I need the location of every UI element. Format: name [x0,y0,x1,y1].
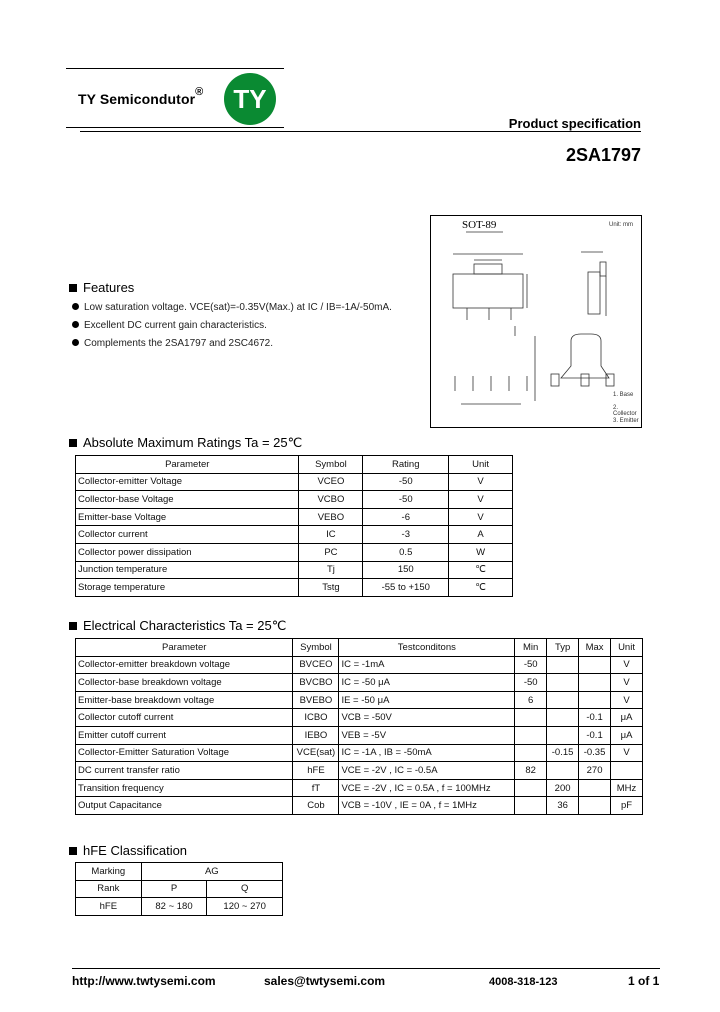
table-row [76,691,643,709]
header-cell: Symbol [293,639,339,657]
table-cell: VCB = -10V , IE = 0A , f = 1MHz [339,797,515,815]
table-cell: 82 [515,762,547,780]
abs-max-title: Absolute Maximum Ratings Ta = 25℃ [69,435,302,451]
table-cell: μA [611,709,643,727]
table-cell [579,691,611,709]
table-cell: 6 [515,691,547,709]
bullet-icon [72,303,79,310]
table-cell [547,726,579,744]
table-cell: -0.15 [547,744,579,762]
table-cell: 270 [579,762,611,780]
table-cell: VEBO [299,508,363,526]
header-rule-bottom [66,127,284,128]
header-cell: Unit [449,456,513,474]
table-cell: V [611,674,643,692]
page-number: 1 of 1 [628,974,660,988]
feature-item: Complements the 2SA1797 and 2SC4672. [72,338,273,349]
table-cell: P [141,880,207,898]
footer-url-link[interactable]: http://www.twtysemi.com [72,974,216,988]
footer-rule [72,968,660,969]
product-spec-label: Product specification [508,116,641,131]
table-cell [579,797,611,815]
table-cell: Junction temperature [76,561,299,579]
header-cell: Max [579,639,611,657]
table-row [76,526,513,544]
table-cell: 82 ~ 180 [141,898,207,916]
table-cell [547,656,579,674]
product-spec-rule [80,131,641,132]
features-title: Features [69,280,134,295]
table-cell: Tj [299,561,363,579]
ty-logo-icon [224,73,276,125]
section-square-icon [69,439,77,447]
table-cell [515,744,547,762]
table-cell: 200 [547,779,579,797]
table-row [76,561,513,579]
table-cell: Collector power dissipation [76,543,299,561]
table-row [76,579,513,597]
table-cell: -50 [363,491,449,509]
logo-text: TY [233,83,267,114]
table-cell [547,709,579,727]
table-cell: V [449,491,513,509]
feature-item: Low saturation voltage. VCE(sat)=-0.35V(Max.) at IC / IB=-1A/-50mA. [72,302,392,313]
table-row [76,726,643,744]
table-cell: Rank [76,880,142,898]
table-cell: 120 ~ 270 [207,898,283,916]
table-cell: -3 [363,526,449,544]
table-cell: V [449,473,513,491]
table-cell: VCE = -2V , IC = 0.5A , f = 100MHz [339,779,515,797]
table-cell [547,691,579,709]
package-outline-icon [431,216,641,427]
table-cell: -6 [363,508,449,526]
table-cell: Cob [293,797,339,815]
footer-phone: 4008-318-123 [489,976,558,988]
pin-label-3: 3. Emitter [613,418,639,424]
table-cell: BVCEO [293,656,339,674]
table-cell: DC current transfer ratio [76,762,293,780]
hfe-title: hFE Classification [69,843,187,858]
table-row [76,779,643,797]
table-row [76,674,643,692]
table-cell: VCBO [299,491,363,509]
table-cell: Emitter cutoff current [76,726,293,744]
table-row [76,880,283,898]
table-cell: -0.35 [579,744,611,762]
table-cell: ℃ [449,579,513,597]
table-cell [547,674,579,692]
table-cell: IE = -50 μA [339,691,515,709]
table-cell: hFE [293,762,339,780]
table-cell: Emitter-base breakdown voltage [76,691,293,709]
table-cell [515,779,547,797]
table-cell: Storage temperature [76,579,299,597]
table-cell: Collector cutoff current [76,709,293,727]
table-cell: IC = -50 μA [339,674,515,692]
table-cell: ICBO [293,709,339,727]
table-row [76,744,643,762]
table-cell: V [611,744,643,762]
table-cell: fT [293,779,339,797]
table-cell: ℃ [449,561,513,579]
feature-item: Excellent DC current gain characteristics. [72,320,267,331]
table-cell [515,709,547,727]
table-cell: Collector current [76,526,299,544]
table-row [76,473,513,491]
registered-mark: ® [195,86,204,98]
table-cell: 36 [547,797,579,815]
section-square-icon [69,284,77,292]
table-cell [515,797,547,815]
header-cell: Parameter [76,456,299,474]
table-row [76,797,643,815]
pin-label-2: 2. Collector [613,405,637,417]
table-cell: Transition frequency [76,779,293,797]
table-header-row [76,456,513,474]
table-cell [579,656,611,674]
table-cell: -50 [515,656,547,674]
abs-max-table [75,455,513,597]
table-cell: BVEBO [293,691,339,709]
part-number: 2SA1797 [565,145,641,165]
table-cell: Collector-Emitter Saturation Voltage [76,744,293,762]
table-cell: -50 [363,473,449,491]
package-drawing [430,215,642,428]
table-cell: VCE = -2V , IC = -0.5A [339,762,515,780]
table-cell: IC = -1mA [339,656,515,674]
table-cell: VCEO [299,473,363,491]
header-cell: Symbol [299,456,363,474]
table-cell: V [611,691,643,709]
pin-label-1: 1. Base [613,392,634,398]
bullet-icon [72,321,79,328]
table-row [76,656,643,674]
table-cell: BVCBO [293,674,339,692]
header-cell: Typ [547,639,579,657]
table-cell: IEBO [293,726,339,744]
table-cell: W [449,543,513,561]
table-cell: -0.1 [579,726,611,744]
table-cell: hFE [76,898,142,916]
table-cell: μA [611,726,643,744]
table-cell [611,762,643,780]
header-cell: Parameter [76,639,293,657]
table-row [76,863,283,881]
table-cell: PC [299,543,363,561]
table-cell [547,762,579,780]
table-header-row [76,639,643,657]
table-cell: Marking [76,863,142,881]
table-cell: VCB = -50V [339,709,515,727]
table-cell: -0.1 [579,709,611,727]
header-cell: Rating [363,456,449,474]
footer-email-link[interactable]: sales@twtysemi.com [264,974,386,988]
table-cell: Tstg [299,579,363,597]
bullet-icon [72,339,79,346]
table-cell: 150 [363,561,449,579]
table-cell: V [449,508,513,526]
brand-name: TY Semicondutor® [78,86,204,107]
table-cell: V [611,656,643,674]
header-rule-top [66,68,284,69]
header-cell: Min [515,639,547,657]
table-cell [515,726,547,744]
table-cell: Collector-base breakdown voltage [76,674,293,692]
table-row [76,709,643,727]
table-cell: -55 to +150 [363,579,449,597]
hfe-table [75,862,283,916]
table-cell: IC [299,526,363,544]
table-cell: VEB = -5V [339,726,515,744]
table-row [76,898,283,916]
table-cell: Collector-emitter Voltage [76,473,299,491]
table-cell: pF [611,797,643,815]
table-cell: MHz [611,779,643,797]
table-cell: Emitter-base Voltage [76,508,299,526]
table-cell: IC = -1A , IB = -50mA [339,744,515,762]
section-square-icon [69,622,77,630]
table-cell: VCE(sat) [293,744,339,762]
table-cell: 0.5 [363,543,449,561]
elec-title: Electrical Characteristics Ta = 25℃ [69,618,286,634]
table-row [76,543,513,561]
elec-table [75,638,643,815]
table-row [76,508,513,526]
table-cell [579,779,611,797]
package-name: SOT-89 [462,219,497,231]
header-cell: Unit [611,639,643,657]
table-row [76,491,513,509]
table-cell [579,674,611,692]
header-cell: Testconditons [339,639,515,657]
table-cell: Output Capacitance [76,797,293,815]
table-row [76,762,643,780]
table-cell: AG [141,863,282,881]
table-cell: Collector-base Voltage [76,491,299,509]
section-square-icon [69,847,77,855]
table-cell: A [449,526,513,544]
package-unit: Unit: mm [609,222,633,228]
table-cell: Q [207,880,283,898]
table-cell: -50 [515,674,547,692]
table-cell: Collector-emitter breakdown voltage [76,656,293,674]
